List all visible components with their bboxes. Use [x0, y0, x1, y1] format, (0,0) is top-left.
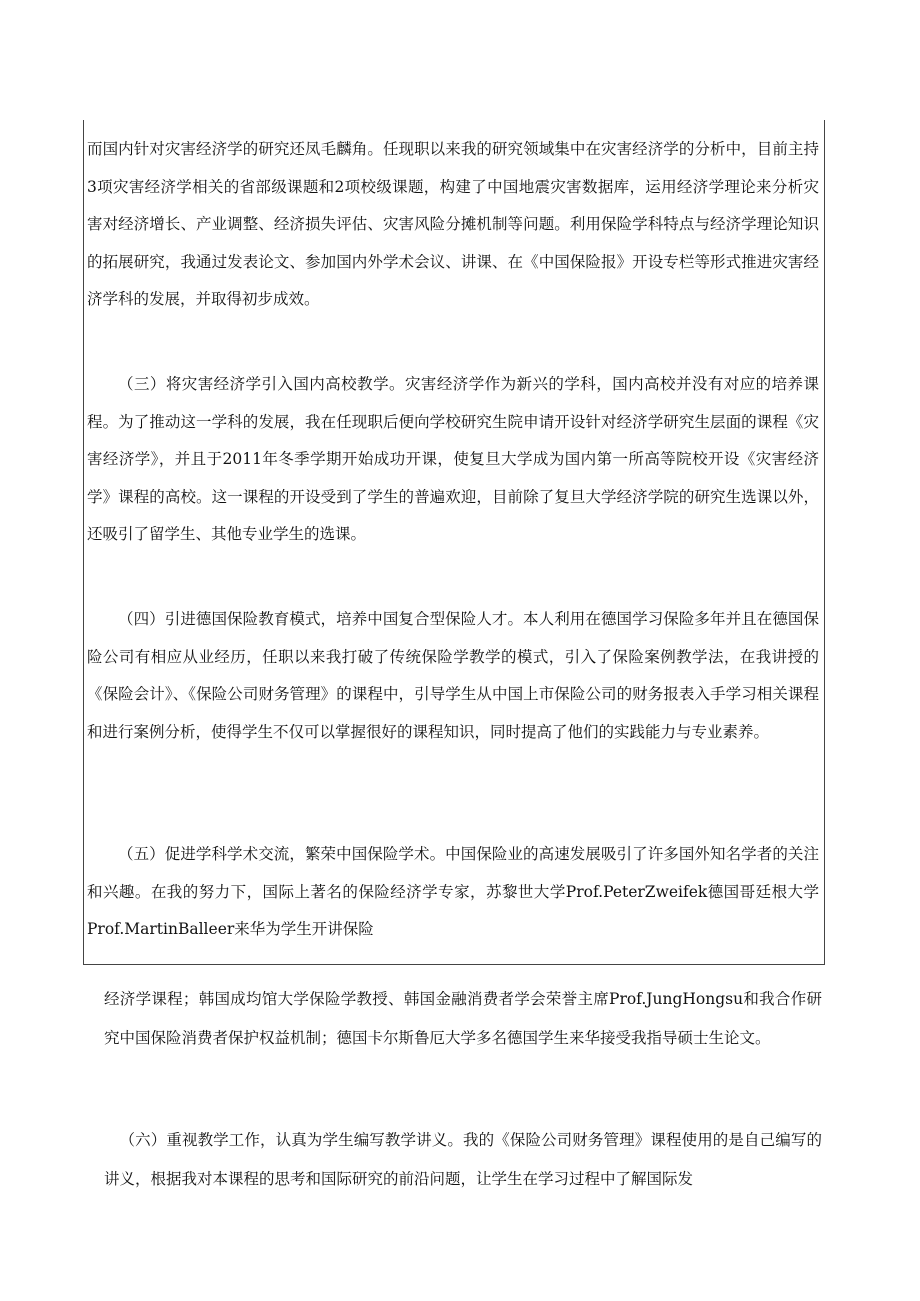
- paragraph-section-4-german-model: （四）引进德国保险教育模式，培养中国复合型保险人才。本人利用在德国学习保险多年并且在德国保险公司有相应从业经历，任职以来我打破了传统保险学教学的模式，引入了保险案例教学法，在我讲授的《保险会计》、《保险公司财务管理》的课程中，引导学生从中国上市保险公司的财务报表入手学习相关课程和进行案例分析，使得学生不仅可以掌握很好的课程知识，同时提高了他们的实践能力与专业素养。: [87, 610, 819, 741]
- paragraph-section-5-academic-exchange: （五）促进学科学术交流，繁荣中国保险学术。中国保险业的高速发展吸引了许多国外知名学者的关注和兴趣。在我的努力下，国际上著名的保险经济学专家，苏黎世大学Prof.PeterZweifek德国哥廷根大学Prof.MartinBalleer来华为学生开讲保险: [87, 845, 819, 938]
- paragraph-disaster-economics-research: 而国内针对灾害经济学的研究还凤毛麟角。任现职以来我的研究领域集中在灾害经济学的分析中，目前主持3项灾害经济学相关的省部级课题和2项校级课题，构建了中国地震灾害数据库，运用经济学理论来分析灾害对经济增长、产业调整、经济损失评估、灾害风险分摊机制等问题。利用保险学科特点与经济学理论知识的拓展研究，我通过发表论文、参加国内外学术会议、讲课、在《中国保险报》开设专栏等形式推进灾害经济学科的发展，并取得初步成效。: [87, 140, 819, 308]
- paragraph-section-3-teaching: （三）将灾害经济学引入国内高校教学。灾害经济学作为新兴的学科，国内高校并没有对应的培养课程。为了推动这一学科的发展，我在任现职后便向学校研究生院申请开设针对经济学研究生层面的课程《灾害经济学》，并且于2011年冬季学期开始成功开课，使复旦大学成为国内第一所高等院校开设《灾害经济学》课程的高校。这一课程的开设受到了学生的普遍欢迎，目前除了复旦大学经济学院的研究生选课以外，还吸引了留学生、其他专业学生的选课。: [87, 375, 819, 543]
- paragraph-continuation-exchange: 经济学课程；韩国成均馆大学保险学教授、韩国金融消费者学会荣誉主席Prof.JungHongsu和我合作研究中国保险消费者保护权益机制；德国卡尔斯鲁厄大学多名德国学生来华接受我指导硕士生论文。: [104, 990, 822, 1047]
- paragraph-section-6-teaching-materials: （六）重视教学工作，认真为学生编写教学讲义。我的《保险公司财务管理》课程使用的是自己编写的讲义，根据我对本课程的思考和国际研究的前沿问题，让学生在学习过程中了解国际发: [104, 1131, 822, 1188]
